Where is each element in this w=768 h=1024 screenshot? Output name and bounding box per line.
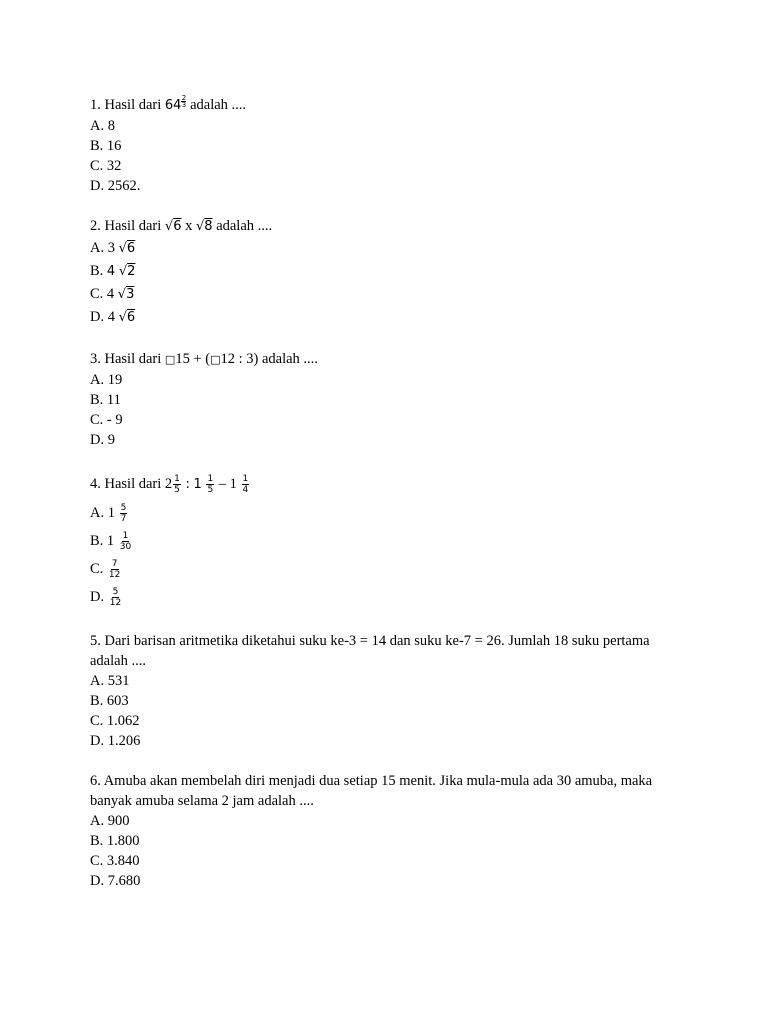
- power-base: 64: [164, 98, 182, 113]
- missing-glyph-box: □: [164, 353, 176, 366]
- stem-text: adalah ....: [216, 218, 273, 234]
- option-a: [90, 499, 680, 527]
- denominator: 7: [120, 514, 127, 525]
- option-a: A. 900: [90, 813, 130, 829]
- option-c: [90, 555, 680, 583]
- power-expression: [164, 94, 187, 113]
- option-a: A. 8: [90, 118, 115, 134]
- stem-text: Hasil dari: [104, 351, 162, 367]
- option-b: [90, 260, 680, 283]
- mixed-whole: 1: [193, 477, 202, 492]
- option-c: C. 1.062: [90, 713, 140, 729]
- option-b: B. 16: [90, 138, 122, 154]
- stem-text: Hasil dari: [104, 218, 162, 234]
- option-letter: C.: [90, 561, 104, 577]
- denominator: 30: [119, 542, 132, 553]
- question-stem: [90, 470, 680, 499]
- numerator: 7: [111, 559, 118, 570]
- denominator: 4: [242, 485, 249, 496]
- option-d: D. 1.206: [90, 733, 141, 749]
- question-2: [90, 216, 680, 329]
- exponent-denominator: 3: [181, 101, 187, 109]
- option-coefficient: 4: [107, 309, 115, 325]
- sqrt-expression: √6: [164, 219, 182, 234]
- question-4: [90, 470, 680, 611]
- numerator: 1: [122, 531, 129, 542]
- option-b: B. 11: [90, 392, 121, 408]
- option-coefficient: 4: [106, 264, 116, 279]
- sqrt-expression: √8: [195, 219, 213, 234]
- option-c: C. - 9: [90, 412, 123, 428]
- fraction: [242, 474, 250, 495]
- option-letter: A.: [90, 240, 105, 256]
- question-stem: 6. Amuba akan membelah diri menjadi dua setiap 15 menit. Jika mula-mula ada 30 amuba, maka banyak amuba selama 2 jam adalah ....: [90, 773, 653, 809]
- radicand: 6: [173, 219, 182, 234]
- operator: :: [185, 477, 190, 492]
- sqrt-expression: √2: [118, 264, 136, 279]
- sqrt-expression: √3: [117, 287, 135, 302]
- denominator: 5: [207, 485, 214, 496]
- mixed-whole: 1: [229, 476, 237, 492]
- missing-glyph-box: □: [210, 353, 221, 366]
- question-3: [90, 349, 680, 450]
- stem-text: 12 : 3) adalah ....: [220, 351, 318, 367]
- fraction: [119, 531, 132, 552]
- fraction: [120, 503, 128, 524]
- radicand: 8: [204, 219, 213, 234]
- numerator: 1: [242, 474, 249, 485]
- option-d: D. 7.680: [90, 873, 141, 889]
- question-5: [90, 631, 680, 751]
- option-c: C. 3.840: [90, 853, 140, 869]
- question-number: 4.: [90, 476, 101, 492]
- option-d: D. 2562.: [90, 178, 141, 194]
- stem-text: Hasil dari: [104, 476, 162, 492]
- question-number: 3.: [90, 351, 101, 367]
- option-coefficient: 3: [107, 240, 115, 256]
- denominator: 12: [109, 598, 122, 609]
- denominator: 5: [174, 485, 180, 496]
- operator: –: [218, 476, 227, 492]
- sqrt-expression: √6: [118, 310, 136, 325]
- fraction: [108, 559, 121, 580]
- question-stem: 5. Dari barisan aritmetika diketahui suku ke-3 = 14 dan suku ke-7 = 26. Jumlah 18 suku pertama adalah ....: [90, 633, 650, 669]
- radicand: 6: [126, 310, 136, 325]
- option-b: B. 1.800: [90, 833, 140, 849]
- mixed-whole: 2: [164, 476, 173, 492]
- denominator: 12: [108, 570, 121, 581]
- operator: x: [185, 218, 193, 234]
- fraction: [206, 474, 214, 495]
- radicand: 2: [127, 264, 136, 279]
- option-letter: B.: [90, 533, 104, 549]
- mixed-whole: 1: [106, 533, 115, 549]
- option-b: B. 603: [90, 693, 129, 709]
- question-stem: [90, 95, 680, 116]
- option-a: A. 531: [90, 673, 130, 689]
- stem-text: Hasil dari: [104, 97, 162, 113]
- question-list: [90, 95, 680, 911]
- option-c: C. 32: [90, 158, 122, 174]
- fraction: [109, 587, 122, 608]
- option-letter: D.: [90, 589, 105, 605]
- option-letter: B.: [90, 263, 104, 279]
- mixed-whole: 1: [107, 505, 115, 521]
- stem-text: adalah ....: [190, 97, 247, 113]
- numerator: 1: [174, 474, 180, 485]
- option-coefficient: 4: [106, 286, 115, 302]
- option-d: D. 9: [90, 432, 115, 448]
- power-exponent: [181, 95, 186, 108]
- option-a: A. 19: [90, 372, 123, 388]
- numerator: 1: [207, 474, 214, 485]
- option-d: [90, 583, 680, 611]
- numerator: 5: [120, 503, 127, 514]
- option-a: [90, 237, 680, 260]
- numerator: 5: [112, 587, 119, 598]
- question-6: [90, 771, 680, 891]
- question-number: 2.: [90, 218, 101, 234]
- question-1: [90, 95, 680, 196]
- option-letter: D.: [90, 309, 105, 325]
- option-d: [90, 306, 680, 329]
- stem-text: 15 + (: [175, 351, 211, 367]
- option-c: [90, 283, 680, 306]
- option-b: [90, 527, 680, 555]
- question-stem: [90, 216, 680, 237]
- option-letter: C.: [90, 286, 104, 302]
- exponent-numerator: 2: [181, 94, 187, 102]
- sqrt-expression: √6: [118, 241, 136, 256]
- option-letter: A.: [90, 505, 105, 521]
- question-number: 1.: [90, 97, 101, 113]
- radicand: 3: [126, 287, 135, 302]
- fraction: [173, 474, 181, 495]
- question-stem: [90, 349, 680, 370]
- radicand: 6: [126, 241, 136, 256]
